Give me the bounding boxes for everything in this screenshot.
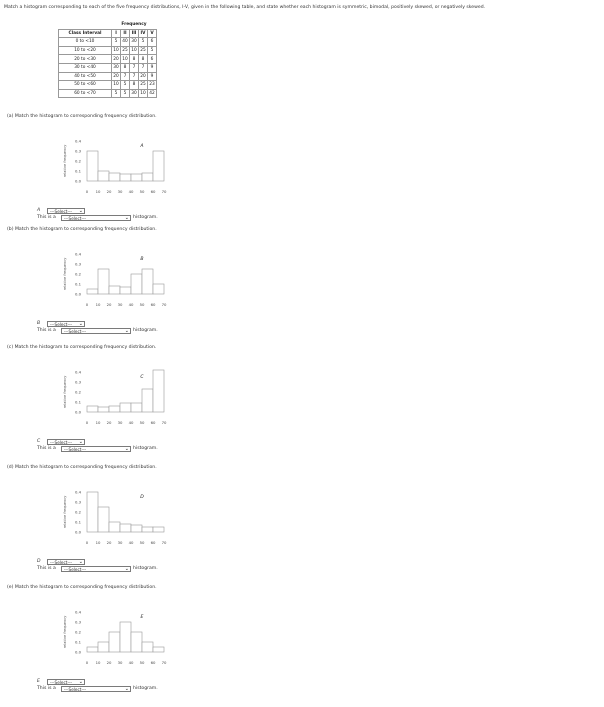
instructions-text: Match a histogram corresponding to each of the five frequency distributions, I-V, given in the following table, and state whether each histogram is symmetric, bimodal, positively skewed, or negatively skewed. [4,5,486,10]
histogram-bar [142,642,153,652]
frequency-cell: 25 [122,48,128,54]
chevron-down-icon: ⌄ [124,566,129,572]
chevron-down-icon: ⌄ [78,321,83,327]
distribution-select[interactable]: ---Select--- ⌄ [47,439,85,445]
x-tick-label: 50 [139,302,145,307]
frequency-group-header: Frequency [121,22,147,28]
x-tick-label: 20 [106,189,112,194]
chevron-down-icon: ⌄ [124,446,129,452]
x-tick-label: 10 [95,660,101,665]
histogram-bar [153,370,164,412]
table-header-cell: III [130,29,139,38]
table-row [59,81,157,90]
part-letter: E [37,679,40,684]
frequency-cell: 25 [140,48,146,54]
x-tick-label: 0 [85,302,89,307]
table-row [59,38,157,47]
histogram-bar [98,407,109,412]
x-tick-label: 10 [95,189,101,194]
class-interval-cell: 10 to <20 [59,46,112,55]
frequency-cell: 30 [113,65,119,71]
part-letter: B [37,321,41,326]
table-header-cell: IV [139,29,148,38]
class-interval-cell: 20 to <30 [59,55,112,64]
x-tick-label: 60 [150,302,156,307]
distribution-select[interactable]: ---Select--- ⌄ [47,559,85,565]
histogram-bar [131,403,142,412]
frequency-cell: 6 [148,55,157,64]
chevron-down-icon: ⌄ [78,439,83,445]
part-letter: D [37,559,41,564]
histogram-suffix: histogram. [133,686,158,691]
histogram-bar [153,647,164,652]
table-row [59,63,157,72]
x-tick-label: 60 [150,540,156,545]
class-interval-cell: 60 to <70 [59,89,112,98]
y-axis-label: relative frequency [63,495,67,529]
frequency-cell: 20 [113,73,119,79]
histogram-chart [60,598,190,678]
histogram-chart [60,127,190,207]
y-tick-label: 0.1 [74,639,81,645]
x-tick-label: 10 [95,420,101,425]
table-header-cell: Class Interval [59,29,112,38]
class-interval-cell: 0 to <10 [59,38,112,47]
histogram-suffix: histogram. [133,328,158,333]
frequency-cell: 10 [113,48,119,54]
shape-select[interactable]: ---Select--- ⌄ [61,328,131,334]
question-text: (c) Match the histogram to corresponding frequency distribution. [7,345,157,350]
histogram-title: D [140,495,144,500]
frequency-cell: 5 [121,89,130,98]
question-text: (b) Match the histogram to corresponding frequency distribution. [7,227,157,232]
histogram-bar [120,524,131,532]
x-tick-label: 70 [161,189,167,194]
histogram-chart [60,240,190,320]
x-tick-label: 40 [128,302,134,307]
y-tick-label: 0.1 [74,519,81,525]
y-axis-label: relative frequency [63,615,67,649]
chevron-down-icon: ⌄ [124,686,129,692]
histogram-bar [98,269,109,294]
x-tick-label: 60 [150,420,156,425]
histogram-bar [142,527,153,532]
table-row [59,89,157,98]
histogram-bar [87,647,98,652]
x-tick-label: 30 [117,420,123,425]
distribution-select[interactable]: ---Select--- ⌄ [47,321,85,327]
y-tick-label: 0.3 [74,499,81,505]
frequency-cell: 10 [131,48,137,54]
x-tick-label: 50 [139,540,145,545]
histogram-chart [60,358,190,438]
histogram-chart [60,478,190,558]
histogram-bar [109,406,120,412]
y-tick-label: 0.0 [74,291,81,297]
x-tick-label: 50 [139,189,145,194]
frequency-cell: 5 [112,89,121,98]
frequency-cell: 10 [140,91,146,97]
frequency-cell: 5 [139,38,148,47]
histogram-bar [153,527,164,532]
class-interval-cell: 50 to <60 [59,81,112,90]
table-header-cell: I [112,29,121,38]
x-tick-label: 20 [106,302,112,307]
shape-select[interactable]: ---Select--- ⌄ [61,215,131,221]
x-tick-label: 60 [150,660,156,665]
y-tick-label: 0.3 [74,619,81,625]
table-header-cell: II [121,29,130,38]
y-tick-label: 0.3 [74,148,81,154]
distribution-select[interactable]: ---Select--- ⌄ [47,208,85,214]
class-interval-cell: 40 to <50 [59,72,112,81]
histogram-title: C [140,375,144,380]
histogram-bar [131,274,142,294]
y-tick-label: 0.3 [74,261,81,267]
distribution-select[interactable]: ---Select--- ⌄ [47,679,85,685]
frequency-cell: 30 [131,39,137,45]
table-header-row [59,29,157,38]
histogram-bar [109,173,120,181]
frequency-cell: 42 [149,91,155,97]
frequency-cell: 8 [130,81,139,90]
table-row [59,55,157,64]
frequency-cell: 20 [140,73,146,79]
histogram-bar [153,284,164,294]
this-is-a-label: This is a [37,686,56,691]
histogram-bar [120,622,131,652]
y-tick-label: 0.3 [74,379,81,385]
y-axis-label: relative frequency [63,375,67,409]
shape-select[interactable]: ---Select--- ⌄ [61,566,131,572]
histogram-bar [142,269,153,294]
frequency-table [58,21,157,98]
x-tick-label: 20 [106,420,112,425]
chevron-down-icon: ⌄ [78,679,83,685]
frequency-cell: 8 [121,63,130,72]
chevron-down-icon: ⌄ [124,215,129,221]
table-row [59,46,157,55]
frequency-cell: 8 [130,55,139,64]
chevron-down-icon: ⌄ [124,328,129,334]
histogram-title: B [140,257,144,262]
frequency-cell: 30 [131,91,137,97]
x-tick-label: 30 [117,189,123,194]
x-tick-label: 30 [117,302,123,307]
histogram-suffix: histogram. [133,446,158,451]
histogram-bar [142,173,153,181]
frequency-cell: 23 [149,82,155,88]
y-tick-label: 0.2 [74,629,81,635]
x-tick-label: 70 [161,302,167,307]
x-tick-label: 0 [85,420,89,425]
histogram-suffix: histogram. [133,215,158,220]
y-axis-label: relative frequency [63,144,67,178]
frequency-cell: 5 [121,81,130,90]
frequency-cell: 6 [148,38,157,47]
frequency-cell: 7 [121,72,130,81]
x-tick-label: 30 [117,540,123,545]
histogram-bar [109,286,120,294]
x-tick-label: 60 [150,189,156,194]
y-tick-label: 0.4 [74,251,81,257]
histogram-bar [131,632,142,652]
frequency-cell: 25 [140,82,146,88]
frequency-cell: 5 [148,46,157,55]
frequency-cell: 40 [122,39,128,45]
histogram-bar [87,406,98,412]
histogram-bar [98,507,109,532]
histogram-bar [120,287,131,294]
frequency-cell: 10 [113,82,119,88]
histogram-bar [131,525,142,532]
x-tick-label: 40 [128,540,134,545]
this-is-a-label: This is a [37,566,56,571]
y-tick-label: 0.4 [74,138,81,144]
x-tick-label: 0 [85,540,89,545]
x-tick-label: 0 [85,189,89,194]
frequency-cell: 7 [139,63,148,72]
frequency-cell: 7 [130,72,139,81]
question-text: (e) Match the histogram to corresponding frequency distribution. [7,585,157,590]
y-tick-label: 0.4 [74,369,81,375]
y-tick-label: 0.0 [74,178,81,184]
histogram-bar [120,174,131,181]
y-tick-label: 0.0 [74,409,81,415]
frequency-cell: 8 [139,55,148,64]
x-tick-label: 20 [106,540,112,545]
x-tick-label: 40 [128,660,134,665]
y-tick-label: 0.0 [74,529,81,535]
frequency-cell: 7 [130,63,139,72]
histogram-bar [87,151,98,181]
part-letter: A [37,208,41,213]
this-is-a-label: This is a [37,215,56,220]
y-tick-label: 0.0 [74,649,81,655]
frequency-cell: 9 [148,72,157,81]
x-tick-label: 70 [161,540,167,545]
y-tick-label: 0.2 [74,389,81,395]
this-is-a-label: This is a [37,446,56,451]
chevron-down-icon: ⌄ [78,559,83,565]
histogram-bar [109,632,120,652]
histogram-title: A [140,144,144,149]
histogram-bar [142,389,153,412]
table-header-cell: V [148,29,157,38]
x-tick-label: 40 [128,189,134,194]
question-text: (d) Match the histogram to corresponding frequency distribution. [7,465,157,470]
histogram-bar [109,522,120,532]
x-tick-label: 10 [95,540,101,545]
x-tick-label: 50 [139,660,145,665]
y-tick-label: 0.1 [74,399,81,405]
histogram-bar [153,151,164,181]
x-tick-label: 40 [128,420,134,425]
histogram-bar [120,403,131,412]
histogram-bar [87,492,98,532]
histogram-bar [87,289,98,294]
histogram-bar [98,642,109,652]
y-tick-label: 0.2 [74,271,81,277]
y-tick-label: 0.1 [74,168,81,174]
histogram-bar [98,171,109,181]
frequency-cell: 9 [148,63,157,72]
part-letter: C [37,439,41,444]
y-tick-label: 0.2 [74,509,81,515]
y-tick-label: 0.2 [74,158,81,164]
histogram-title: E [140,615,144,620]
x-tick-label: 30 [117,660,123,665]
x-tick-label: 10 [95,302,101,307]
histogram-bar [131,174,142,181]
shape-select[interactable]: ---Select--- ⌄ [61,686,131,692]
this-is-a-label: This is a [37,328,56,333]
y-tick-label: 0.4 [74,609,81,615]
x-tick-label: 50 [139,420,145,425]
x-tick-label: 20 [106,660,112,665]
y-tick-label: 0.4 [74,489,81,495]
chevron-down-icon: ⌄ [78,208,83,214]
x-tick-label: 70 [161,420,167,425]
y-tick-label: 0.1 [74,281,81,287]
table-row [59,72,157,81]
frequency-cell: 20 [113,56,119,62]
frequency-cell: 5 [112,38,121,47]
class-interval-cell: 30 to <40 [59,63,112,72]
x-tick-label: 70 [161,660,167,665]
frequency-cell: 10 [122,56,128,62]
y-axis-label: relative frequency [63,257,67,291]
shape-select[interactable]: ---Select--- ⌄ [61,446,131,452]
question-text: (a) Match the histogram to corresponding frequency distribution. [7,114,157,119]
histogram-suffix: histogram. [133,566,158,571]
x-tick-label: 0 [85,660,89,665]
